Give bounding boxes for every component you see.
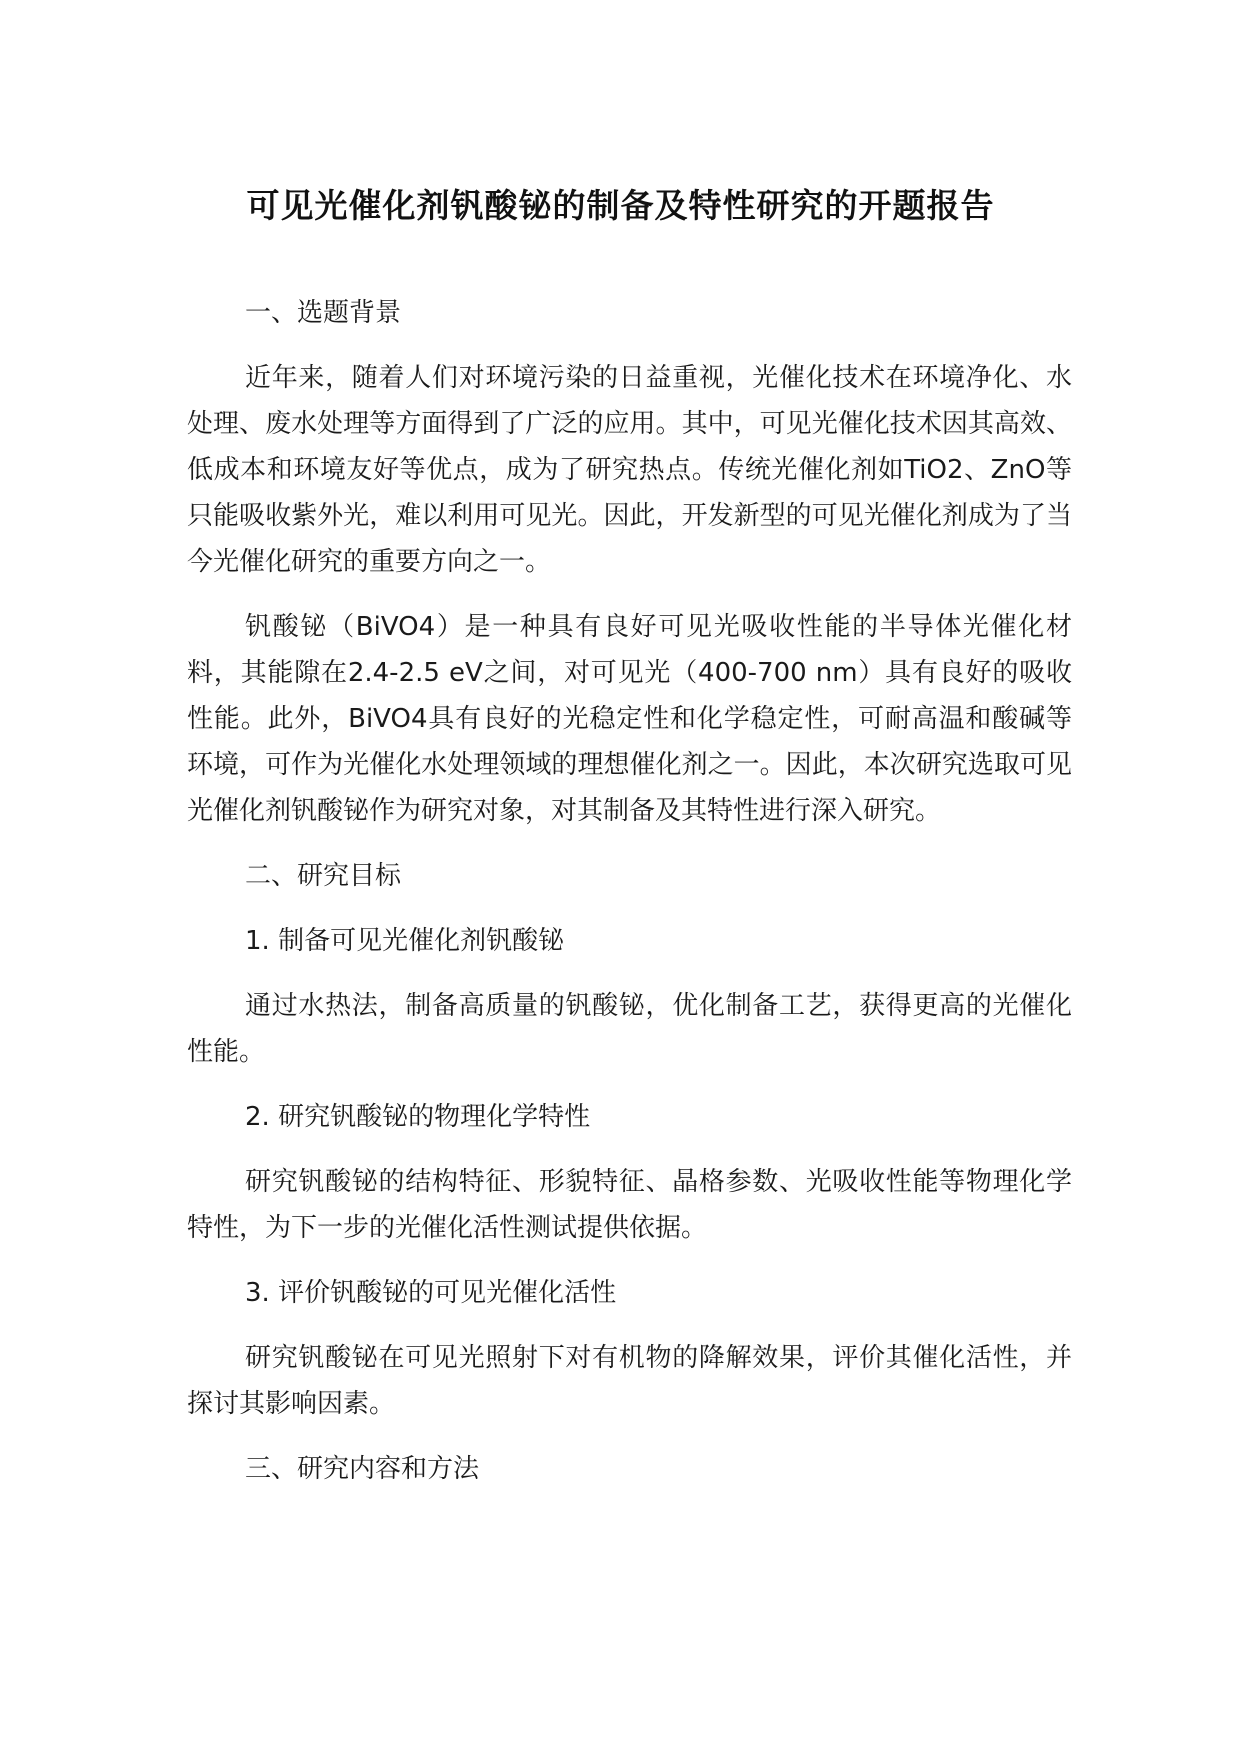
goal-paragraph-1: 通过水热法，制备高质量的钒酸铋，优化制备工艺，获得更高的光催化性能。 — [187, 991, 1072, 1067]
document-body — [187, 290, 1072, 1511]
goal-paragraph-3: 研究钒酸铋在可见光照射下对有机物的降解效果，评价其催化活性，并探讨其影响因素。 — [187, 1343, 1072, 1419]
goal-heading-3: 3. 评价钒酸铋的可见光催化活性 — [245, 1278, 617, 1308]
document-title: 可见光催化剂钒酸铋的制备及特性研究的开题报告 — [246, 186, 995, 225]
goal-heading-1: 1. 制备可见光催化剂钒酸铋 — [245, 926, 565, 956]
paragraph-background-2: 钒酸铋（BiVO4）是一种具有良好可见光吸收性能的半导体光催化材料，其能隙在2.4-2.5 eV之间，对可见光（400-700 nm）具有良好的吸收性能。此外，BiVO4具有良好的光稳定性和化学稳定性，可耐高温和酸碱等环境，可作为光催化水处理领域的理想催化剂之一。因此，本次研究选取可见光催化剂钒酸铋作为研究对象，对其制备及其特性进行深入研究。 — [187, 612, 1072, 826]
section-heading-methods: 三、研究内容和方法 — [245, 1454, 480, 1484]
section-heading-background: 一、选题背景 — [245, 298, 402, 328]
section-heading-goals: 二、研究目标 — [245, 861, 402, 891]
goal-paragraph-2: 研究钒酸铋的结构特征、形貌特征、晶格参数、光吸收性能等物理化学特性，为下一步的光催化活性测试提供依据。 — [187, 1167, 1072, 1243]
paragraph-background-1: 近年来，随着人们对环境污染的日益重视，光催化技术在环境净化、水处理、废水处理等方面得到了广泛的应用。其中，可见光催化技术因其高效、低成本和环境友好等优点，成为了研究热点。传统光催化剂如TiO2、ZnO等只能吸收紫外光，难以利用可见光。因此，开发新型的可见光催化剂成为了当今光催化研究的重要方向之一。 — [187, 363, 1072, 577]
goal-heading-2: 2. 研究钒酸铋的物理化学特性 — [245, 1102, 591, 1132]
